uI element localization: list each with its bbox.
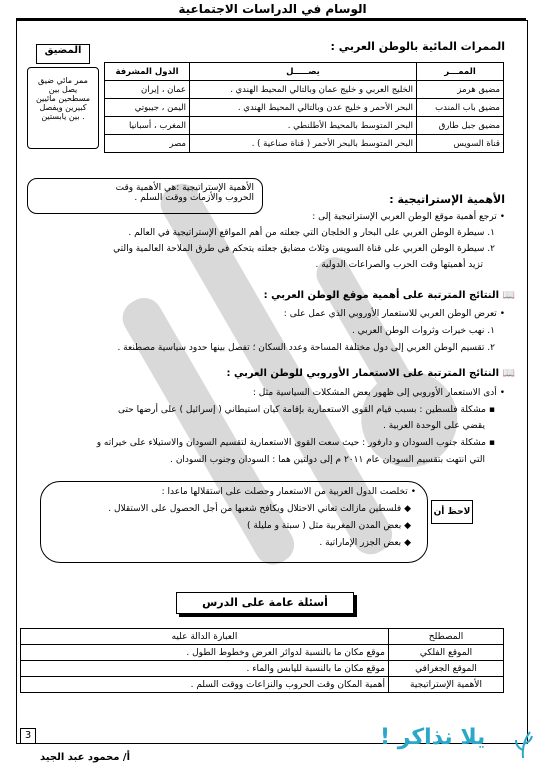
bullet-icon: • [499, 388, 505, 398]
strait-box-line: مسطحين مائيين [35, 94, 91, 103]
strait-box-title: المضيق [36, 44, 90, 64]
table-header-cell: العبارة الدالة عليه [21, 629, 389, 645]
terms-table [20, 628, 504, 693]
table-row [105, 99, 504, 117]
colonial-text: مشكلة جنوب السودان و دارفور : حيث سعت القوى الاستعمارية لتقسيم السودان والاستيلاء على خيراته و [96, 438, 487, 448]
note-text: فلسطين مازالت تعاني الاحتلال ويكافح شعبها من أجل الحصول على الاستقلال . [108, 504, 402, 514]
table-header-cell: الدول المشرفة [105, 63, 190, 81]
table-header-row [105, 63, 504, 81]
table-header-cell: الممـــر [417, 63, 504, 81]
table-header-cell: يصـــــل [190, 63, 417, 81]
table-header-row [21, 629, 504, 645]
table-cell: الأهمية الإستراتيجية [389, 677, 504, 693]
definition-line: الحروب والأزمات ووقت السلم . [134, 193, 254, 203]
strait-definition-box [27, 45, 99, 149]
table-cell: أهمية المكان وقت الحروب والنزاعات ووقت السلم . [21, 677, 389, 693]
diamond-bullet-icon: ▪ [488, 405, 495, 415]
results-title [264, 290, 515, 301]
page-header-title: الوسام في الدراسات الاجتماعية [178, 2, 367, 16]
note-text: تخلصت الدول العربية من الاستعمار وحصلت على استقلالها ماعدا : [161, 487, 408, 497]
book-icon: 📖 [502, 368, 515, 379]
bullet-icon: • [499, 309, 505, 319]
results-title-text: النتائج المترتبة على أهمية موقع الوطن العربي : [263, 290, 500, 301]
strait-box-line: بين يابستين . [41, 112, 85, 121]
strategic-definition-box [27, 178, 263, 214]
colonial-title [226, 368, 515, 379]
table-row [105, 81, 504, 99]
note-label: لاحظ أن [431, 500, 473, 524]
colonial-line: يقضي على الوحدة العربية . [382, 421, 485, 431]
table-cell: المغرب ، أسبانيا [105, 117, 190, 135]
author-name: أ/ محمود عبد الجيد [40, 752, 130, 763]
note-line [108, 504, 411, 514]
diamond-bullet-icon: ▪ [488, 438, 495, 448]
strategic-title: الأهمية الإستراتيجية : [389, 193, 505, 206]
note-line [162, 487, 416, 497]
bullet-icon: • [410, 487, 416, 497]
table-row [105, 135, 504, 153]
results-text: تعرض الوطن العربي للاستعمار الأوروبي الذي عمل على : [283, 309, 497, 319]
note-text: بعض المدن المغربية مثل ( سبتة و مليلة ) [247, 521, 402, 531]
table-row [105, 117, 504, 135]
table-cell: الخليج العربي و خليج عمان وبالتالي المحيط الهندي . [190, 81, 417, 99]
colonial-line [253, 388, 505, 398]
results-line: ١. نهب خيرات وثروات الوطن العربي . [351, 326, 495, 336]
straits-table [104, 62, 504, 153]
table-cell: مضيق هرمز [417, 81, 504, 99]
strategic-line [312, 212, 505, 222]
table-cell: عمان ، إيران [105, 81, 190, 99]
colonial-line [118, 405, 495, 415]
book-icon: 📖 [502, 290, 515, 301]
leaf-logo-icon [512, 730, 534, 764]
table-cell: الموقع الفلكي [389, 645, 504, 661]
strategic-line: ٢. سيطرة الوطن العربي على قناة السويس وثلاث مضايق جعلته يتحكم في طرق الملاحة العالمية والتي [113, 244, 495, 254]
results-line: ٢. تقسيم الوطن العربي إلى دول مختلفة المساحة وعدد السكان ؛ تفصل بينها حدود سياسية مصطنعة . [117, 343, 495, 353]
note-line [247, 521, 411, 531]
table-row [21, 645, 504, 661]
table-cell: قناة السويس [417, 135, 504, 153]
table-header-cell: المصطلح [389, 629, 504, 645]
table-cell: موقع مكان ما بالنسبة لدوائر العرض وخطوط الطول . [21, 645, 389, 661]
questions-title: أسئلة عامة على الدرس [176, 592, 354, 614]
colonial-line: التي انتهت بتقسيم السودان عام ٢٠١١ م إلى دولتين هما : السودان وجنوب السودان . [170, 455, 485, 465]
brand-logo-text: يلا نذاكر ! [380, 725, 486, 750]
colonial-line [97, 438, 495, 448]
straits-title: الممرات المائية بالوطن العربي : [330, 40, 505, 53]
colonial-text: مشكلة فلسطين : بسبب قيام القوى الاستعمارية بإقامة كيان استيطاني ( إسرائيل ) على أرضها حتى [117, 405, 487, 415]
strait-box-line: يصل بين [48, 85, 78, 94]
table-cell: مضيق جبل طارق [417, 117, 504, 135]
colonial-title-text: النتائج المترتبة على الاستعمار الأوروبي للوطن العربي : [226, 368, 500, 379]
table-cell: مصر [105, 135, 190, 153]
strategic-line: تزيد أهميتها وقت الحرب والصراعات الدولية . [315, 260, 483, 270]
diamond-bullet-icon: ◆ [404, 504, 411, 514]
table-row [21, 661, 504, 677]
strategic-text: ترجع أهمية موقع الوطن العربي الإستراتيجية إلى : [312, 212, 497, 222]
note-text: بعض الجزر الإماراتية . [319, 538, 402, 548]
colonial-text: أدى الاستعمار الأوروبي إلى ظهور بعض المشكلات السياسية مثل : [252, 388, 497, 398]
diamond-bullet-icon: ◆ [404, 538, 411, 548]
strategic-line: ١. سيطرة الوطن العربي على البحار و الخلجان التي جعلته من أهم المواقع الإستراتيجية في العالم . [128, 228, 495, 238]
strait-box-line: كبيرين ويفصل [39, 103, 87, 112]
table-cell: البحر المتوسط بالبحر الأحمر ( قناة صناعية ) . [190, 135, 417, 153]
definition-line: الأهمية الإستراتيجية :هي الأهمية وقت [115, 183, 254, 193]
table-cell: الموقع الجغرافي [389, 661, 504, 677]
table-row [21, 677, 504, 693]
page-number: 3 [20, 728, 36, 744]
diamond-bullet-icon: ◆ [404, 521, 411, 531]
table-cell: موقع مكان ما بالنسبة لليابس والماء . [21, 661, 389, 677]
results-line [284, 309, 505, 319]
table-cell: البحر الأحمر و خليج عدن وبالتالي المحيط الهندي . [190, 99, 417, 117]
table-cell: البحر المتوسط بالمحيط الأطلنطي . [190, 117, 417, 135]
note-line [319, 538, 411, 548]
bullet-icon: • [499, 212, 505, 222]
table-cell: اليمن ، جيبوتي [105, 99, 190, 117]
strait-box-line: ممر مائي ضيق [38, 76, 88, 85]
table-cell: مضيق باب المندب [417, 99, 504, 117]
